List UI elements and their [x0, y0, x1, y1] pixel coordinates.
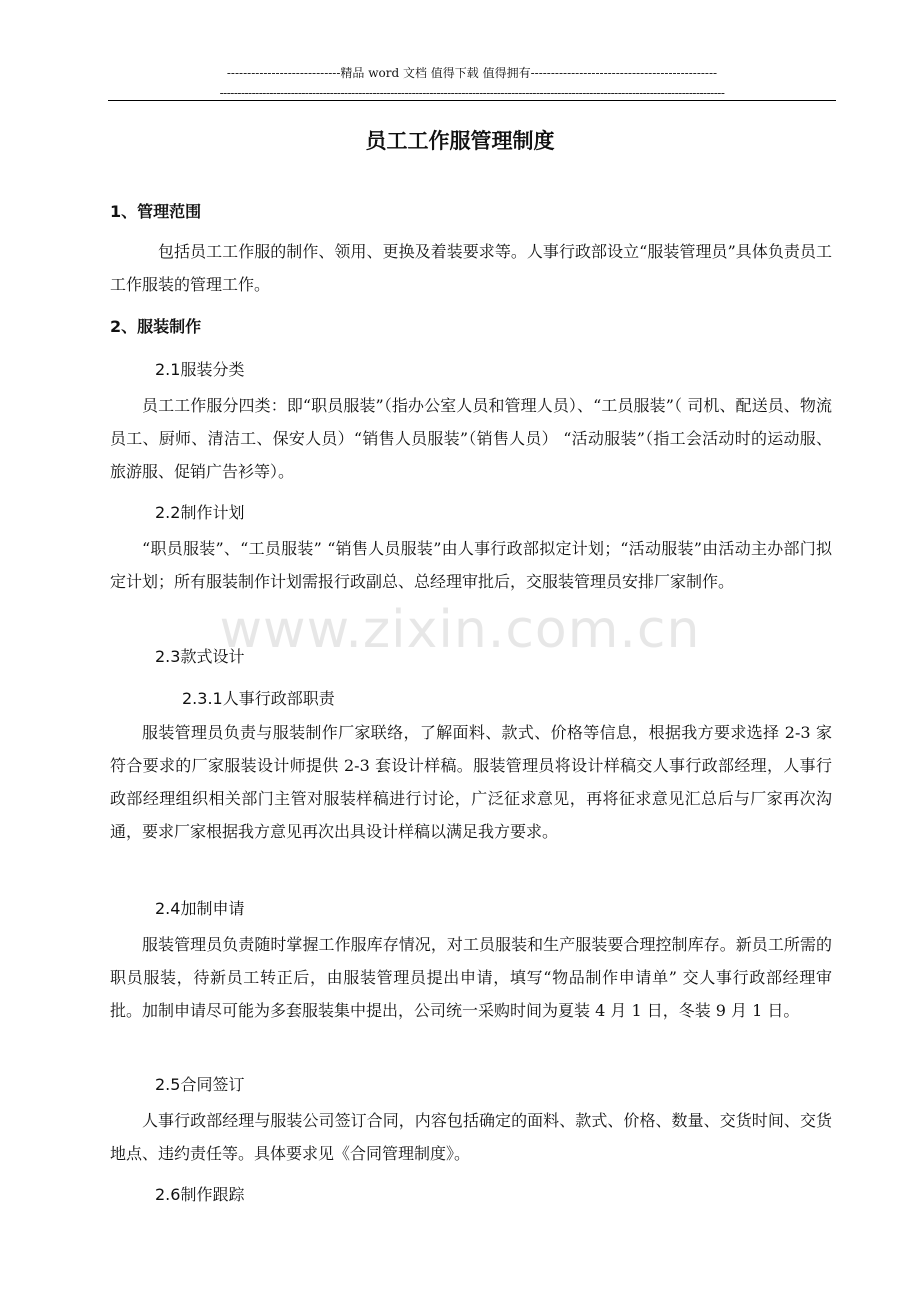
header-dash-line: ---------------------------------------------------------------------------------------------------------------------------------------------- [219, 86, 725, 100]
subsection-2-1-text: 员工工作服分四类：即“职员服装”（指办公室人员和管理人员）、“工员服装”（ 司机、配送员、物流员工、厨师、清洁工、保安人员）“销售人员服装”（销售人员） “活动服装”（指工会活动时的运动服、旅游服、促销广告衫等）。 [110, 396, 832, 481]
subsection-heading-2-5: 2.5合同签订 [155, 1075, 245, 1094]
document-title: 员工工作服管理制度 [365, 129, 555, 153]
watermark: www.zixin.com.cn [219, 600, 701, 660]
page-header [108, 64, 836, 102]
subsection-heading-2-3: 2.3款式设计 [155, 647, 245, 666]
subsection-2-4-text: 服装管理员负责随时掌握工作服库存情况，对工员服装和生产服装要合理控制库存。新员工所需的职员服装，待新员工转正后，由服装管理员提出申请，填写“物品制作申请单” 交人事行政部经理审批。加制申请尽可能为多套服装集中提出，公司统一采购时间为夏装 4 月 1 日，冬装 9 月 1 日。 [110, 935, 832, 1020]
subsection-heading-2-2: 2.2制作计划 [155, 503, 245, 522]
section-heading-2: 2、服装制作 [110, 317, 202, 336]
section-heading-1: 1、管理范围 [110, 202, 202, 221]
subsection-heading-2-6: 2.6制作跟踪 [155, 1185, 245, 1204]
subsection-2-5-text: 人事行政部经理与服装公司签订合同，内容包括确定的面料、款式、价格、数量、交货时间、交货地点、违约责任等。具体要求见《合同管理制度》。 [110, 1111, 832, 1163]
subsection-2-2-text: “职员服装”、“工员服装” “销售人员服装”由人事行政部拟定计划；“活动服装”由活动主办部门拟定计划；所有服装制作计划需报行政副总、总经理审批后，交服装管理员安排厂家制作。 [110, 539, 832, 591]
subsection-2-3-1-text: 服装管理员负责与服装制作厂家联络，了解面料、款式、价格等信息，根据我方要求选择 2-3 家符合要求的厂家服装设计师提供 2-3 套设计样稿。服装管理员将设计样稿交人事行政部经理，人事行政部经理组织相关部门主管对服装样稿进行讨论，广泛征求意见，再将征求意见汇总后与厂家再次沟通，要求厂家根据我方意见再次出具设计样稿以满足我方要求。 [110, 723, 832, 841]
subsection-heading-2-4: 2.4加制申请 [155, 899, 245, 918]
section-1-text: 包括员工工作服的制作、领用、更换及着装要求等。人事行政部设立“服装管理员”具体负责员工工作服装的管理工作。 [110, 242, 832, 294]
header-rule [108, 100, 836, 101]
subsection-heading-2-1: 2.1服装分类 [155, 360, 245, 379]
subsection-heading-2-3-1: 2.3.1人事行政部职责 [182, 689, 335, 708]
header-line: ----------------------------精品 word 文档 值得下载 值得拥有---------------------------------------------- [226, 66, 718, 80]
